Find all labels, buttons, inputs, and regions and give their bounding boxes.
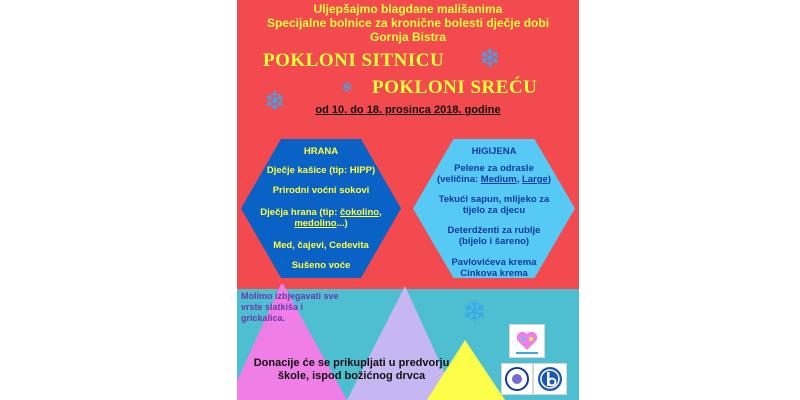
header-line-2: Specijalne bolnice za kronične bolesti dječje dobi [266,16,550,30]
heart-logo [509,324,545,358]
higijena-item: Pavlovićeva krema [451,257,537,268]
higijena-item: (veličina: Medium, Large) [436,174,552,185]
slogan-line-1: POKLONI SITNICU [263,50,445,71]
snowflake-icon: ❄ [479,43,501,73]
higijena-item: Cinkova krema [460,268,528,279]
hrana-title: HRANA [303,146,339,157]
slogan-line-2: POKLONI SREĆU [372,77,538,98]
date-range: od 10. do 18. prosinca 2018. godine [315,104,501,116]
higijena-item: Pelene za odrasle [454,163,534,174]
school-logo [501,363,533,395]
ib-logo [533,363,567,395]
header-line-1: Uljepšajmo blagdane mališanima [313,2,503,16]
hrana-item: Dječja hrana (tip: čokolino, medolino...) [260,207,382,229]
hrana-item: Prirodni voćni sokovi [272,185,370,196]
snowflake-icon: ❄ [264,86,286,116]
header-line-3: Gornja Bistra [369,30,447,44]
collection-location-note: Donacije će se prikupljati u predvorju škole, ispod božićnog drvca [253,357,450,382]
higijena-item: Deterdženti za rublje (bijelo i šareno) [447,225,541,247]
avoid-sweets-note: Molimo izbjegavati sve vrste slatkiša i grickalica. [241,291,339,323]
snowflake-icon: ❄ [462,296,488,329]
higijena-item: Tekući sapun, mlijeko za tijelo za djecu [438,194,550,216]
hrana-item: Dječje kašice (tip: HIPP) [266,165,376,176]
higijena-title: HIGIJENA [471,146,517,157]
poster [237,0,579,400]
hrana-item: Sušeno voće [291,260,351,271]
hrana-item: Med, čajevi, Cedevita [273,240,369,251]
snowflake-icon: ❄ [341,79,353,95]
